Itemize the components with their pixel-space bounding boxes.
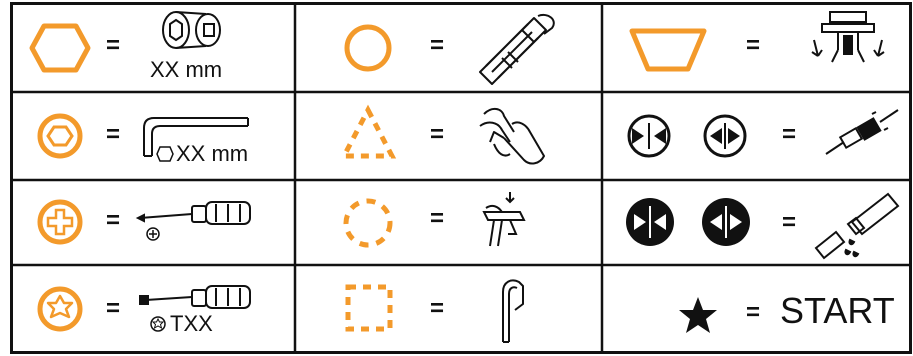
hex-bolt-symbol-icon xyxy=(35,111,85,161)
push-rivet-clip-icon xyxy=(472,12,562,82)
star-icon xyxy=(678,296,718,334)
start-label: START xyxy=(780,290,895,331)
hose-connect-symbol-icon xyxy=(700,196,752,248)
dashed-square-symbol-icon xyxy=(344,283,394,333)
equals-sign: = xyxy=(106,121,121,148)
connector-disconnect-symbol-icon xyxy=(626,113,672,159)
dashed-circle-symbol-icon xyxy=(341,196,395,250)
equals-sign: = xyxy=(106,207,121,234)
clip-release-icon xyxy=(808,10,888,80)
electrical-connector-icon xyxy=(822,108,902,158)
circle-symbol-icon xyxy=(343,23,393,73)
hexagon-symbol-icon xyxy=(30,22,90,74)
hose-disconnect-symbol-icon xyxy=(624,196,676,248)
hex-outline-icon xyxy=(156,146,174,162)
dashed-triangle-symbol-icon xyxy=(340,106,396,162)
phillips-screwdriver-icon xyxy=(136,194,256,244)
equals-sign: = xyxy=(106,295,121,322)
torx-size-label: TXX xyxy=(170,311,213,336)
equals-sign: = xyxy=(782,121,797,148)
socket-tool-icon xyxy=(160,8,230,54)
equals-sign: = xyxy=(430,295,445,322)
hose-leak-icon xyxy=(812,188,904,262)
trapezoid-symbol-icon xyxy=(628,27,708,73)
torx-outline-icon xyxy=(150,316,166,332)
equals-sign: = xyxy=(430,121,445,148)
equals-sign: = xyxy=(430,205,445,232)
torx-screw-symbol-icon xyxy=(35,284,85,334)
equals-sign: = xyxy=(106,32,121,59)
hand-pull-icon xyxy=(474,102,554,172)
connector-connect-symbol-icon xyxy=(702,113,748,159)
equals-sign: = xyxy=(746,32,761,59)
press-clip-icon xyxy=(480,190,530,250)
equals-sign: = xyxy=(746,299,761,326)
equals-sign: = xyxy=(782,209,797,236)
equals-sign: = xyxy=(430,32,445,59)
socket-size-label: XX mm xyxy=(150,57,223,82)
phillips-screw-symbol-icon xyxy=(35,197,85,247)
allen-size-label: XX mm xyxy=(176,141,249,166)
bracket-clip-icon xyxy=(495,276,535,346)
